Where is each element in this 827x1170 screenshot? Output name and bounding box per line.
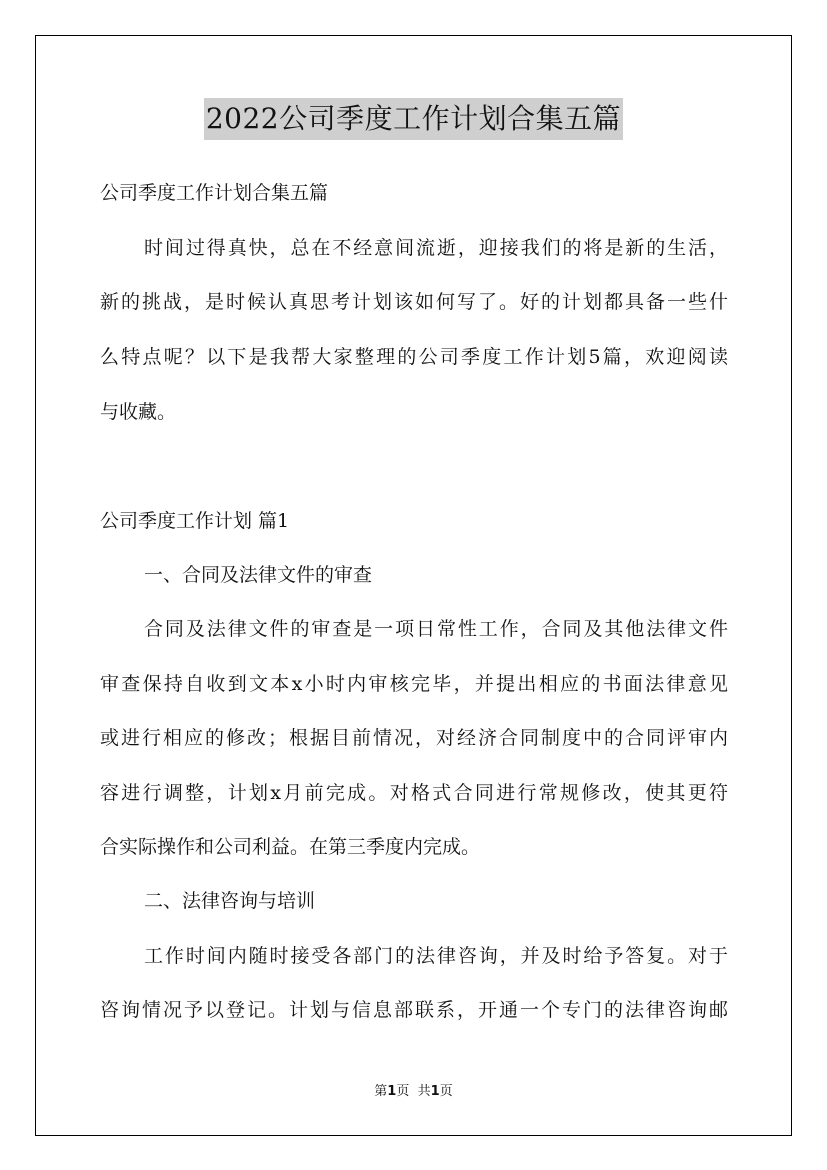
document-title: 2022公司季度工作计划合集五篇 [204, 98, 623, 140]
page-label-prefix: 第 [374, 1084, 388, 1099]
section-title: 公司季度工作计划 篇1 [100, 510, 290, 532]
total-label-prefix: 共 [417, 1084, 431, 1099]
intro-line: 时间过得真快，总在不经意间流逝，迎接我们的将是新的生活， [144, 237, 728, 259]
paragraph-line: 工作时间内随时接受各部门的法律咨询，并及时给予答复。对于 [144, 945, 728, 967]
paragraph-line: 审查保持自收到文本x小时内审核完毕，并提出相应的书面法律意见 [100, 673, 728, 695]
page-number: 1 [387, 1084, 397, 1099]
total-pages: 1 [430, 1084, 440, 1099]
paragraph-line: 咨询情况予以登记。计划与信息部联系，开通一个专门的法律咨询邮 [100, 999, 728, 1021]
intro-line: 么特点呢？以下是我帮大家整理的公司季度工作计划5篇，欢迎阅读 [100, 346, 728, 368]
intro-line: 与收藏。 [100, 401, 177, 423]
section-heading: 一、合同及法律文件的审查 [144, 564, 373, 586]
title-container [0, 98, 827, 140]
document-subtitle: 公司季度工作计划合集五篇 [100, 182, 329, 204]
section-heading: 二、法律咨询与培训 [144, 890, 316, 912]
page-footer [0, 1083, 827, 1101]
intro-line: 新的挑战，是时候认真思考计划该如何写了。好的计划都具备一些什 [100, 291, 728, 313]
page-label-suffix: 页 [396, 1084, 410, 1099]
paragraph-line: 容进行调整，计划x月前完成。对格式合同进行常规修改，使其更符 [100, 782, 728, 804]
paragraph-line: 或进行相应的修改；根据目前情况，对经济合同制度中的合同评审内 [100, 727, 728, 749]
paragraph-line: 合同及法律文件的审查是一项日常性工作，合同及其他法律文件 [144, 618, 728, 640]
paragraph-line: 合实际操作和公司利益。在第三季度内完成。 [100, 836, 481, 858]
total-label-suffix: 页 [439, 1084, 453, 1099]
